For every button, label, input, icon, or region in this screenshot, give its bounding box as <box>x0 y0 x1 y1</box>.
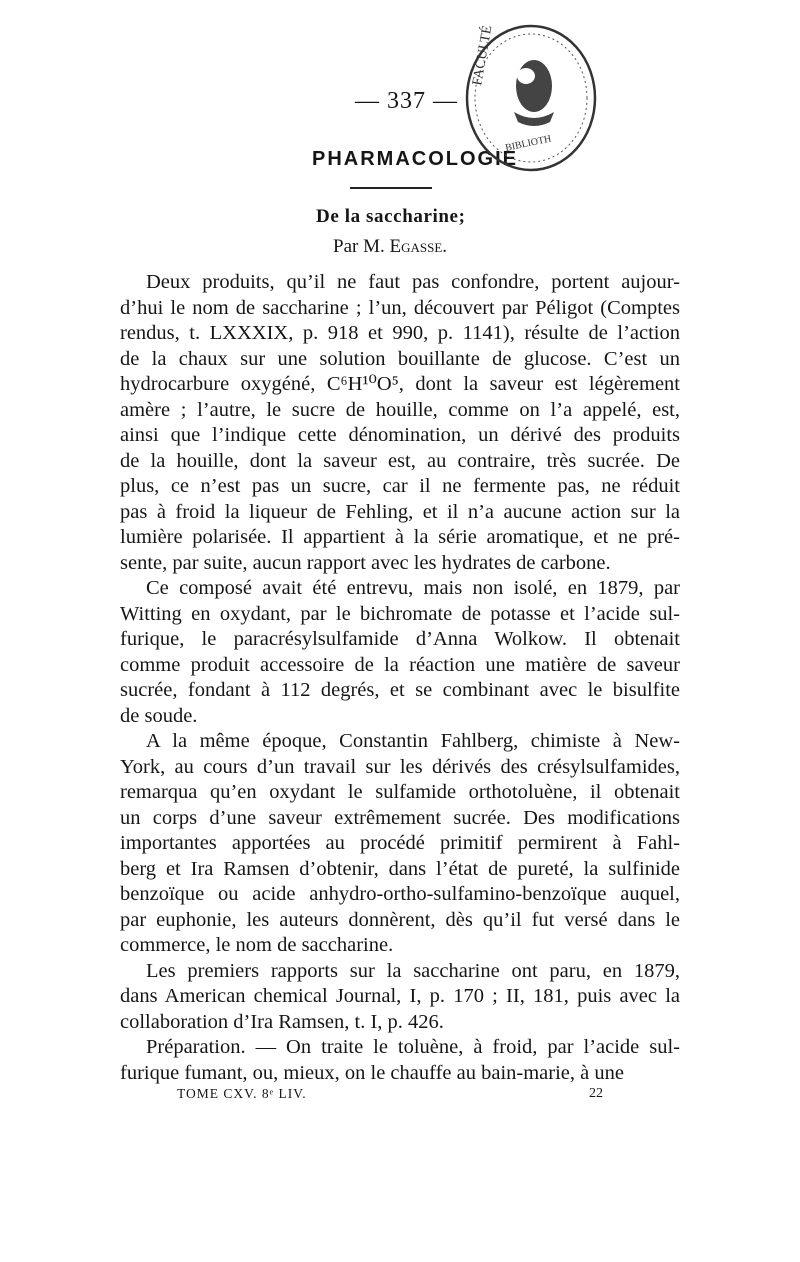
footer-sheet-number: 22 <box>589 1086 603 1101</box>
text-line: Witting en oxydant, par le bichromate de potasse et l’acide sul- <box>120 602 680 625</box>
page-number: — 337 — <box>355 88 458 114</box>
text-line: Les premiers rapports sur la saccharine ont paru, en 1879, <box>146 959 680 982</box>
stamp-top-text: FACULTÉ <box>470 24 496 87</box>
text-line: de soude. <box>120 704 198 727</box>
stamp-emblem <box>514 60 554 126</box>
text-line: Préparation. — On traite le toluène, à froid, par l’acide sul- <box>146 1036 680 1058</box>
text-line: Ce composé avait été entrevu, mais non isolé, en 1879, par <box>146 577 680 599</box>
text-line: furique, le paracrésylsulfamide d’Anna Wolkow. Il obtenait <box>120 628 680 650</box>
stamp-bottom-text: BIBLIOTH <box>504 133 553 154</box>
text-line: hydrocarbure oxygéné, C⁶H¹⁰O⁵, dont la saveur est légèrement <box>120 373 680 395</box>
text-line: dans American chemical Journal, I, p. 170 ; II, 181, puis avec la <box>120 985 680 1007</box>
heading-rule <box>350 187 432 189</box>
text-line: de la houille, dont la saveur est, au contraire, très sucrée. De <box>120 449 680 472</box>
text-line: rendus, t. LXXXIX, p. 918 et 990, p. 1141), résulte de l’action <box>120 322 680 344</box>
text-line: sucrée, fondant à 112 degrés, et se combinant avec le bisulfite <box>120 679 680 701</box>
text-line: furique fumant, ou, mieux, on le chauffe au bain-marie, à une <box>120 1061 624 1084</box>
text-line: sente, par suite, aucun rapport avec les hydrates de carbone. <box>120 551 611 574</box>
footer-signature: TOME CXV. 8ᵉ LIV. <box>177 1086 307 1101</box>
text-line: berg et Ira Ramsen d’obtenir, dans l’état de pureté, la sulfinide <box>120 857 680 880</box>
library-stamp <box>456 16 602 182</box>
text-line: par euphonie, les auteurs donnèrent, dès qu’il fut versé dans le <box>120 908 680 931</box>
text-line: plus, ce n’est pas un sucre, car il ne fermente pas, ne réduit <box>120 475 680 497</box>
text-line: un corps d’une saveur extrêmement sucrée. Des modifications <box>120 806 680 829</box>
article-title: De la saccharine; <box>316 206 466 227</box>
section-heading: PHARMACOLOGIE <box>312 148 518 170</box>
text-line: comme produit accessoire de la réaction une matière de saveur <box>120 653 680 676</box>
text-line: d’hui le nom de saccharine ; l’un, découvert par Péligot (Comptes <box>120 296 680 319</box>
article-body <box>120 270 680 1086</box>
text-line: ainsi que l’indique cette dénomination, un dérivé des produits <box>120 424 680 446</box>
text-line: remarqua qu’en oxydant le sulfamide orthotoluène, il obtenait <box>120 781 680 803</box>
text-line: lumière polarisée. Il appartient à la série aromatique, et ne pré- <box>120 526 680 548</box>
text-line: pas à froid la liqueur de Fehling, et il n’a aucune action sur la <box>120 500 680 523</box>
text-line: amère ; l’autre, le sucre de houille, comme on l’a appelé, est, <box>120 398 680 421</box>
text-line: Deux produits, qu’il ne faut pas confondre, portent aujour- <box>146 271 680 293</box>
text-line: A la même époque, Constantin Fahlberg, chimiste à New- <box>146 730 680 752</box>
text-line: commerce, le nom de saccharine. <box>120 934 394 956</box>
author-name: Egasse. <box>389 236 448 257</box>
text-line: collaboration d’Ira Ramsen, t. I, p. 426. <box>120 1010 444 1033</box>
article-author <box>333 236 447 258</box>
text-line: York, au cours d’un travail sur les dérivés des crésylsulfamides, <box>120 755 680 778</box>
text-line: de la chaux sur une solution bouillante de glucose. C’est un <box>120 347 680 370</box>
author-prefix: Par M. <box>333 236 390 257</box>
text-line: importantes apportées au procédé primitif permirent à Fahl- <box>120 832 680 854</box>
text-line: benzoïque ou acide anhydro-ortho-sulfamino-benzoïque auquel, <box>120 883 680 905</box>
